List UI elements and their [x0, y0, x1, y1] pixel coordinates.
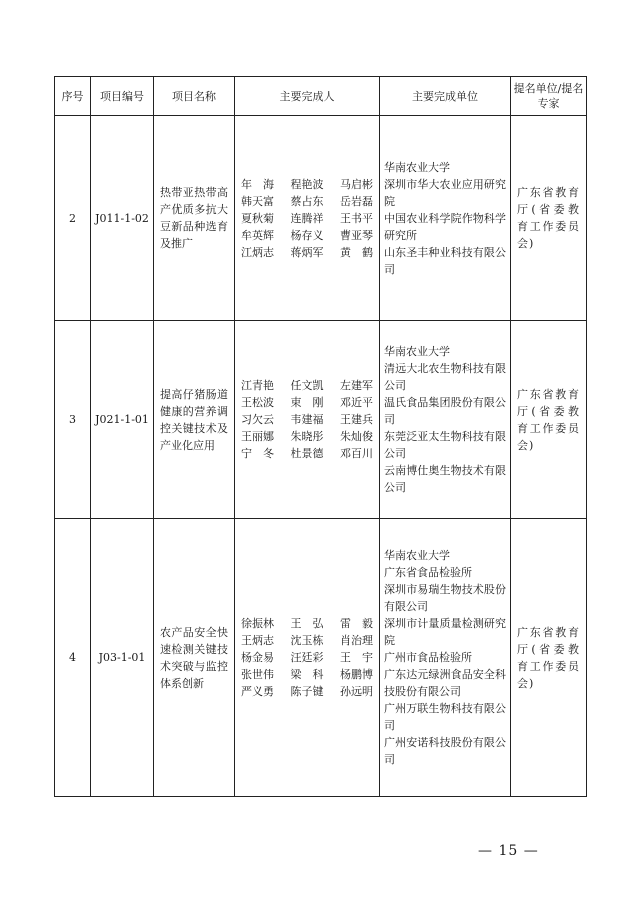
person-name: 朱晓彤 [290, 430, 324, 443]
seq-cell: 2 [55, 116, 91, 321]
recommender-cell: 广东省教育厅(省委教育工作委员会) [511, 519, 587, 797]
person-name: 曹亚琴 [340, 228, 373, 242]
person-name: 任文凯 [290, 379, 324, 392]
person-name: 蒋炳军 [290, 245, 324, 259]
person-name: 朱灿俊 [340, 430, 373, 443]
people-list [241, 615, 373, 700]
person-name: 杨金易 [241, 651, 274, 664]
person-name: 王建兵 [340, 413, 373, 426]
person-name: 黄 鹤 [340, 245, 373, 259]
recommender-cell: 广东省教育厅(省委教育工作委员会) [511, 116, 587, 321]
unit-name: 广东达元绿洲食品安全科技股份有限公司 [384, 668, 506, 698]
person-name: 蔡占东 [290, 194, 324, 208]
person-name: 左建军 [340, 379, 373, 392]
people-cell [235, 321, 380, 519]
unit-name: 广州市食品检验所 [384, 651, 472, 664]
person-name: 韦建福 [290, 413, 324, 426]
table-header-row [55, 77, 587, 116]
person-name: 邓百川 [340, 447, 373, 460]
people-cell [235, 519, 380, 797]
unit-name: 广州安诺科技股份有限公司 [384, 736, 506, 766]
unit-name: 清远大北农生物科技有限公司 [384, 362, 506, 392]
code-cell: J03-1-01 [91, 519, 154, 797]
header-name: 项目名称 [154, 77, 235, 116]
people-list [241, 377, 373, 462]
person-name: 邓近平 [340, 396, 373, 409]
person-name: 韩天富 [241, 194, 274, 208]
seq-cell: 4 [55, 519, 91, 797]
header-recommender: 提名单位/提名专家 [511, 77, 587, 116]
person-name: 连腾祥 [290, 211, 324, 225]
table-row [55, 116, 587, 321]
person-name: 梁 科 [290, 668, 324, 681]
person-name: 岳岩磊 [340, 194, 373, 208]
project-name-cell: 提高仔猪肠道健康的营养调控关键技术及产业化应用 [154, 321, 235, 519]
unit-name: 深圳市计量质量检测研究院 [384, 617, 506, 647]
person-name: 汪廷彩 [290, 651, 324, 664]
person-name: 王 弘 [290, 617, 324, 630]
recommender-cell: 广东省教育厅(省委教育工作委员会) [511, 321, 587, 519]
person-name: 习欠云 [241, 413, 274, 426]
unit-name: 云南博仕奥生物技术有限公司 [384, 464, 506, 494]
header-seq: 序号 [55, 77, 91, 116]
people-list [241, 176, 373, 261]
unit-name: 广东省食品检验所 [384, 566, 472, 579]
person-name: 杜景德 [290, 447, 324, 460]
person-name: 王书平 [340, 211, 373, 225]
header-people: 主要完成人 [235, 77, 380, 116]
person-name: 宁 冬 [241, 447, 274, 460]
person-name: 束 刚 [290, 396, 324, 409]
unit-name: 广州万联生物科技有限公司 [384, 702, 506, 732]
page-number: — 15 — [478, 843, 539, 859]
unit-name: 华南农业大学 [384, 160, 450, 174]
person-name: 江炳志 [241, 245, 274, 259]
person-name: 孙远明 [340, 685, 373, 698]
person-name: 沈玉栋 [290, 634, 324, 647]
person-name: 年 海 [241, 177, 274, 191]
code-cell: J011-1-02 [91, 116, 154, 321]
person-name: 严义勇 [241, 685, 274, 698]
person-name: 夏秋菊 [241, 211, 274, 225]
table-row [55, 321, 587, 519]
person-name: 王 宇 [340, 651, 373, 664]
person-name: 王炳志 [241, 634, 274, 647]
unit-name: 山东圣丰种业科技有限公司 [384, 245, 506, 276]
code-cell: J021-1-01 [91, 321, 154, 519]
person-name: 张世伟 [241, 668, 274, 681]
people-cell [235, 116, 380, 321]
person-name: 牟英辉 [241, 228, 274, 242]
unit-name: 华南农业大学 [384, 345, 450, 358]
unit-name: 中国农业科学院作物科学研究所 [384, 211, 506, 242]
project-name-cell: 农产品安全快速检测关键技术突破与监控体系创新 [154, 519, 235, 797]
unit-name: 深圳市华大农业应用研究院 [384, 177, 506, 208]
unit-name: 东莞泛亚太生物科技有限公司 [384, 430, 506, 460]
person-name: 陈子键 [290, 685, 324, 698]
person-name: 程艳波 [290, 177, 324, 191]
units-cell [380, 116, 511, 321]
unit-name: 深圳市易瑞生物技术股份有限公司 [384, 583, 506, 613]
person-name: 雷 毅 [340, 617, 373, 630]
unit-name: 华南农业大学 [384, 549, 450, 562]
units-list [384, 343, 506, 496]
person-name: 杨存义 [290, 228, 324, 242]
project-name-cell: 热带亚热带高产优质多抗大豆新品种选育及推广 [154, 116, 235, 321]
person-name: 马启彬 [340, 177, 373, 191]
unit-name: 温氏食品集团股份有限公司 [384, 396, 506, 426]
person-name: 徐振林 [241, 617, 274, 630]
units-cell [380, 321, 511, 519]
person-name: 肖治理 [340, 634, 373, 647]
units-list [384, 547, 506, 768]
person-name: 王丽娜 [241, 430, 274, 443]
seq-cell: 3 [55, 321, 91, 519]
person-name: 杨鹏博 [340, 668, 373, 681]
awards-table [54, 76, 587, 797]
table-row [55, 519, 587, 797]
units-list [384, 159, 506, 278]
units-cell [380, 519, 511, 797]
header-units: 主要完成单位 [380, 77, 511, 116]
person-name: 王松波 [241, 396, 274, 409]
header-code: 项目编号 [91, 77, 154, 116]
person-name: 江青艳 [241, 379, 274, 392]
